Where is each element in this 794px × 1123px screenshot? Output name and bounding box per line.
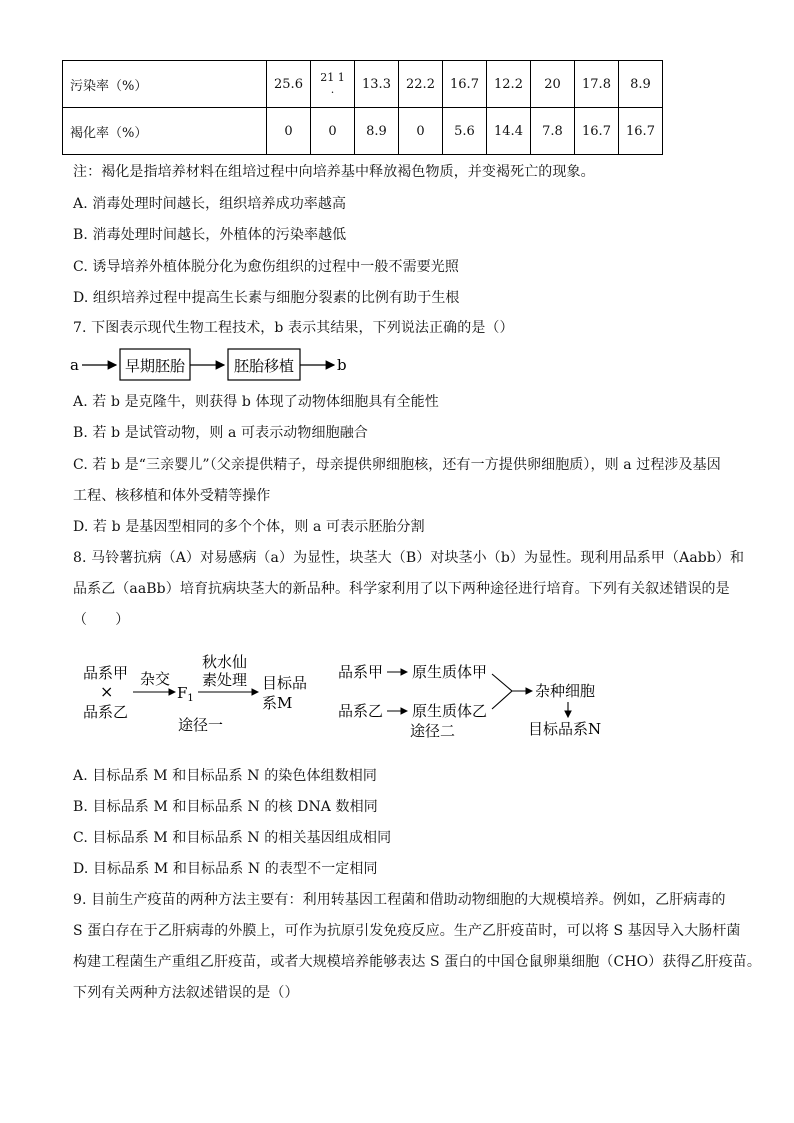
table-cell: 5.6 <box>443 108 487 155</box>
table-row <box>63 108 663 155</box>
flow-start-label: a <box>70 356 79 374</box>
q7-option-d: D. 若 b 是基因型相同的多个个体，则 a 可表示胚胎分割 <box>73 519 425 535</box>
table-cell: 8.9 <box>355 108 399 155</box>
q8-option-c: C. 目标品系 M 和目标品系 N 的相关基因组成相同 <box>73 830 392 846</box>
table-note: 注：褐化是指培养材料在组培过程中向培养基中释放褐色物质，并变褐死亡的现象。 <box>73 164 595 180</box>
p1-parent1: 品系甲 <box>83 664 129 682</box>
table-cell: 17.8 <box>575 61 619 108</box>
flow-box1-label: 早期胚胎 <box>124 357 186 375</box>
table-cell: 16.7 <box>575 108 619 155</box>
table-cell: 7.8 <box>531 108 575 155</box>
table-cell: 12.2 <box>487 61 531 108</box>
p1-caption: 途径一 <box>178 716 224 734</box>
row-label: 污染率（%） <box>63 61 267 108</box>
pathway-one-diagram <box>76 648 326 740</box>
q9-line-2: S 蛋白存在于乙肝病毒的外膜上，可作为抗原引发免疫反应。生产乙肝疫苗时，可以将 S 基因导入大肠杆菌 <box>73 923 741 939</box>
p1-f1: $F_1$ <box>177 684 194 704</box>
q8-option-d: D. 目标品系 M 和目标品系 N 的表型不一定相同 <box>73 861 378 877</box>
q7-option-a: A. 若 b 是克隆牛，则获得 b 体现了动物体细胞具有全能性 <box>73 394 439 410</box>
row-label: 褐化率（%） <box>63 108 267 155</box>
q6-option-d: D. 组织培养过程中提高生长素与细胞分裂素的比例有助于生根 <box>73 290 460 306</box>
q6-option-a: A. 消毒处理时间越长，组织培养成功率越高 <box>73 196 347 212</box>
q8-stem-2: 品系乙（aaBb）培育抗病块茎大的新品种。科学家利用了以下两种途径进行培育。下列有关叙述错误的是 <box>73 581 730 597</box>
p1-cross-sign: × <box>100 682 114 701</box>
table-cell: 25.6 <box>267 61 311 108</box>
table-cell <box>311 61 355 108</box>
table-row <box>63 61 663 108</box>
p2-parent2: 品系乙 <box>338 702 384 720</box>
table-cell: 22.2 <box>399 61 443 108</box>
q6-option-c: C. 诱导培养外植体脱分化为愈伤组织的过程中一般不需要光照 <box>73 259 460 275</box>
p1-target-line2: 系M <box>262 694 293 712</box>
p2-target: 目标品系N <box>528 720 602 738</box>
table-cell: 20 <box>531 61 575 108</box>
table-cell: 13.3 <box>355 61 399 108</box>
cell-top: 21 1 <box>320 71 345 84</box>
p2-caption: 途径二 <box>410 722 456 740</box>
q7-option-b: B. 若 b 是试管动物，则 a 可表示动物细胞融合 <box>73 425 368 441</box>
table-cell: 0 <box>399 108 443 155</box>
p1-step2-line2: 素处理 <box>202 671 248 689</box>
flow-end-label: b <box>337 356 347 374</box>
table-cell: 14.4 <box>487 108 531 155</box>
results-table <box>62 60 663 155</box>
table-cell: 16.7 <box>443 61 487 108</box>
q7-option-c: C. 若 b 是“三亲婴儿”（父亲提供精子，母亲提供卵细胞核，还有一方提供卵细胞质），则 a 过程涉及基因 <box>73 457 721 473</box>
p1-target-line1: 目标品 <box>262 674 308 692</box>
table-cell: 0 <box>311 108 355 155</box>
table-cell: 8.9 <box>619 61 663 108</box>
p2-hybrid: 杂种细胞 <box>535 682 596 700</box>
p1-step1: 杂交 <box>140 670 171 688</box>
q8-stem-1: 8. 马铃薯抗病（A）对易感病（a）为显性，块茎大（B）对块茎小（b）为显性。现利用品系甲（Aabb）和 <box>73 550 745 566</box>
q8-option-b: B. 目标品系 M 和目标品系 N 的核 DNA 数相同 <box>73 799 378 815</box>
p2-proto1: 原生质体甲 <box>412 663 488 681</box>
p2-proto2: 原生质体乙 <box>412 702 488 720</box>
q6-option-b: B. 消毒处理时间越长，外植体的污染率越低 <box>73 227 347 243</box>
p2-parent1: 品系甲 <box>338 663 384 681</box>
table-cell: 0 <box>267 108 311 155</box>
pathway-two-diagram <box>332 654 622 746</box>
p1-parent2: 品系乙 <box>83 703 129 721</box>
q9-line-3: 构建工程菌生产重组乙肝疫苗，或者大规模培养能够表达 S 蛋白的中国仓鼠卵巢细胞（CHO）获得乙肝疫苗。 <box>73 954 761 970</box>
q8-option-a: A. 目标品系 M 和目标品系 N 的染色体组数相同 <box>73 768 377 784</box>
q9-line-1: 9. 目前生产疫苗的两种方法主要有：利用转基因工程菌和借助动物细胞的大规模培养。例如，乙肝病毒的 <box>73 892 726 908</box>
q7-stem: 7. 下图表示现代生物工程技术，b 表示其结果，下列说法正确的是（） <box>73 320 514 336</box>
table-cell: 16.7 <box>619 108 663 155</box>
q7-option-c-cont: 工程、核移植和体外受精等操作 <box>73 488 271 504</box>
p1-step2-line1: 秋水仙 <box>202 653 248 671</box>
cell-bottom: . <box>330 83 335 96</box>
q7-flow-diagram <box>66 344 366 386</box>
q9-line-4: 下列有关两种方法叙述错误的是（） <box>73 985 299 1001</box>
q8-stem-3: （ ） <box>73 612 130 628</box>
flow-box2-label: 胚胎移植 <box>233 357 295 375</box>
